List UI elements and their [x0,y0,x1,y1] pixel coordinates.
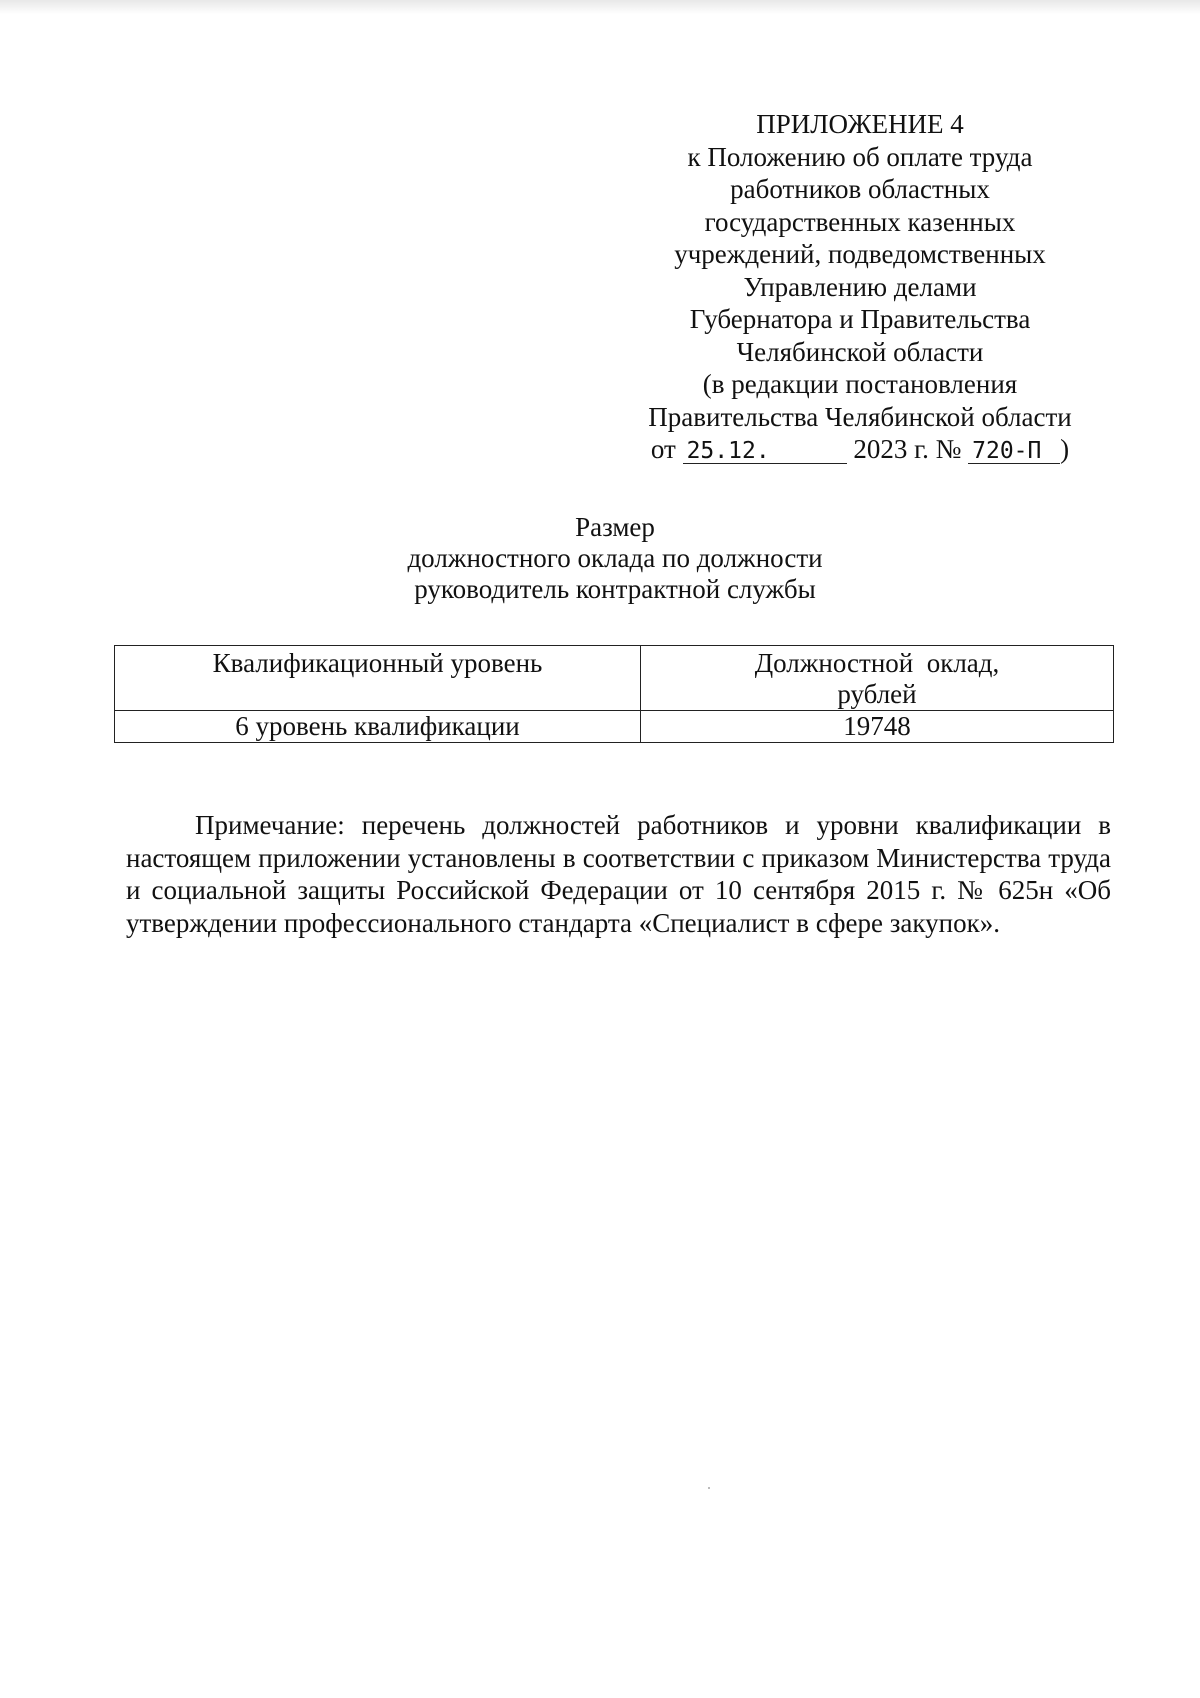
appendix-header [590,108,1130,466]
appendix-line: Губернатора и Правительства [689,304,1031,334]
appendix-line: Челябинской области [736,336,984,367]
header-qualification-level: Квалификационный уровень [115,646,641,711]
title-line: Размер [575,512,655,542]
document-title [320,512,910,605]
note-paragraph: Примечание: перечень должностей работников и уровни квалификации в настоящем приложении установлены в соответствии с приказом Министерства труда и социальной защиты Российской Федерации от 10 сентября 2015 г. № 625н «Об утверждении профессионального стандарта «Специалист в сфере закупок». [126,810,1111,938]
table-header-row [115,646,1114,711]
cell-qualification-level: 6 уровень квалификации [115,711,641,743]
year-text: 2023 г. № [853,434,962,464]
scan-speck [708,1487,710,1489]
date-prefix: от [650,434,676,464]
appendix-title: ПРИЛОЖЕНИЕ 4 [756,109,964,139]
closing-paren: ) [1060,434,1070,464]
header-salary-line2: рублей [837,679,917,709]
appendix-line: (в редакции постановления [702,369,1018,399]
scan-edge [0,0,1200,14]
appendix-line: государственных казенных [704,206,1016,237]
cell-salary-value: 19748 [641,711,1114,743]
salary-table [114,645,1114,743]
resolution-number: 720-П [968,439,1060,464]
title-line: руководитель контрактной службы [414,574,816,604]
appendix-line: к Положению об оплате труда [687,141,1033,172]
appendix-line: работников областных [730,174,990,204]
header-salary [641,646,1114,711]
appendix-line: Управлению делами [743,271,977,302]
resolution-date-line [590,433,1130,466]
header-salary-line1: Должностной оклад, [754,648,1000,678]
title-line: должностного оклада по должности [407,543,823,573]
table-row [115,711,1114,743]
appendix-line: учреждений, подведомственных [674,239,1046,269]
appendix-line: Правительства Челябинской области [648,401,1072,432]
resolution-date: 25.12. [683,439,847,464]
